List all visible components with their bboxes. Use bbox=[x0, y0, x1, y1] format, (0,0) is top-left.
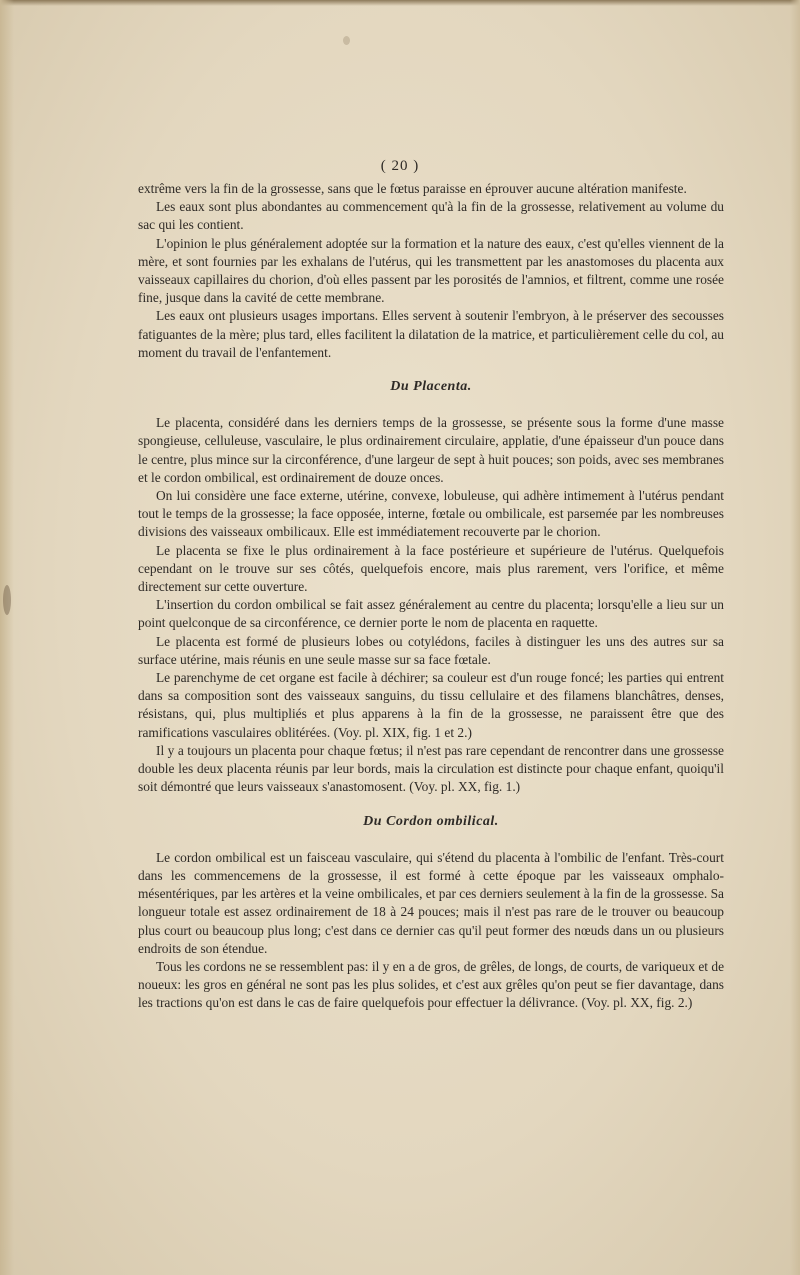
paragraph: Les eaux ont plusieurs usages importans. Elles servent à soutenir l'embryon, à le préserver des secousses fatiguantes de la mère; plus tard, elles facilitent la dilatation de la matrice, et particulièrement celle du col, au moment du travail de l'enfantement. bbox=[138, 308, 724, 360]
paragraph: Le parenchyme de cet organe est facile à déchirer; sa couleur est d'un rouge foncé; les parties qui entrent dans sa composition sont des vaisseaux sanguins, du tissu cellulaire et des filamens blanchâtres, denses, résistans, qui, plus multipliés et plus apparens à la fin de la grossesse, ne paraissent être que des ramifications vasculaires oblitérées. (Voy. pl. XIX, fig. 1 et 2.) bbox=[138, 670, 724, 740]
paragraph: L'insertion du cordon ombilical se fait assez généralement au centre du placenta; lorsqu'elle a lieu sur un point quelconque de sa circonférence, ce dernier porte le nom de placenta en raquette. bbox=[138, 597, 724, 631]
paragraph: Le placenta est formé de plusieurs lobes ou cotylédons, faciles à distinguer les uns des autres sur sa surface utérine, mais réunis en une seule masse sur sa face fœtale. bbox=[138, 633, 724, 667]
paragraph: Le placenta, considéré dans les derniers temps de la grossesse, se présente sous la forme d'une masse spongieuse, celluleuse, vasculaire, le plus ordinairement circulaire, applatie, d'une épaisseur d'un pouce dans le centre, plus mince sur la circonférence, d'une largeur de sept à huit pouces; son poids, avec ses membranes et le cordon ombilical, est ordinairement de douze onces. bbox=[138, 415, 724, 485]
paragraph: Tous les cordons ne se ressemblent pas: il y en a de gros, de grêles, de longs, de courts, de variqueux et de noueux: les gros en général ne sont pas les plus solides, et c'est aux grêles qu'on peut se fier davantage, dans les tractions qu'on est dans le cas de faire quelquefois pour effectuer la délivrance. (Voy. pl. XX, fig. 2.) bbox=[138, 958, 725, 1011]
section-heading-placenta: Du Placenta. bbox=[390, 379, 472, 395]
paragraph: extrême vers la fin de la grossesse, sans que le fœtus paraisse en éprouver aucune altération manifeste. bbox=[138, 181, 687, 196]
paragraph: Le placenta se fixe le plus ordinairement à la face postérieure et supérieure de l'utérus. Quelquefois cependant on le trouve sur ses côtés, quelquefois encore, mais plus rarement, vers l'orifice, et même directement sur cette ouverture. bbox=[138, 542, 724, 595]
paragraph: Il y a toujours un placenta pour chaque fœtus; il n'est pas rare cependant de rencontrer dans une grossesse double les deux placenta réunis par leur bords, mais la circulation est distincte pour chaque enfant, quoiqu'il soit démontré que leurs vaisseaux s'anastomosent. (Voy. pl. XX, fig. 1.) bbox=[138, 742, 724, 795]
page-right-edge bbox=[790, 0, 800, 1275]
page-number: ( 20 ) bbox=[380, 158, 420, 174]
section-heading-cordon: Du Cordon ombilical. bbox=[363, 813, 499, 829]
body-text bbox=[138, 180, 724, 1013]
page-left-edge bbox=[0, 0, 14, 1275]
margin-mark bbox=[3, 585, 11, 615]
page-top-edge bbox=[0, 0, 800, 6]
paragraph: Les eaux sont plus abondantes au commencement qu'à la fin de la grossesse, relativement au volume du sac qui les contient. bbox=[138, 199, 724, 233]
ink-spot bbox=[343, 36, 350, 45]
paragraph: Le cordon ombilical est un faisceau vasculaire, qui s'étend du placenta à l'ombilic de l'enfant. Très-court dans les commencemens de la grossesse, il est formé à cette époque par les vaisseaux omphalo-mésentériques, par les artères et la veine ombilicales, et par ces derniers seulement à la fin de la grossesse. Sa longueur totale est assez ordinairement de 18 à 24 pouces; mais il n'est pas rare de le trouver ou beaucoup plus court ou beaucoup plus long; c'est dans ce dernier cas qu'il peut former des nœuds dans un ou plusieurs endroits de son étendue. bbox=[138, 849, 724, 956]
paragraph: On lui considère une face externe, utérine, convexe, lobuleuse, qui adhère intimement à l'utérus pendant tout le temps de la grossesse; la face opposée, interne, fœtale ou ombilicale, est parsemée par les nombreuses divisions des vaisseaux ombilicaux. Elle est immédiatement recouverte par le chorion. bbox=[138, 488, 724, 540]
paragraph: L'opinion le plus généralement adoptée sur la formation et la nature des eaux, c'est qu'elles viennent de la mère, et sont fournies par les exhalans de l'utérus, qui les transmettent par les anastomoses du placenta aux vaisseaux capillaires du chorion, d'où elles passent par les porosités de l'amnios, et filtrent, comme une rosée fine, jusque dans la cavité de cette membrane. bbox=[138, 235, 724, 306]
